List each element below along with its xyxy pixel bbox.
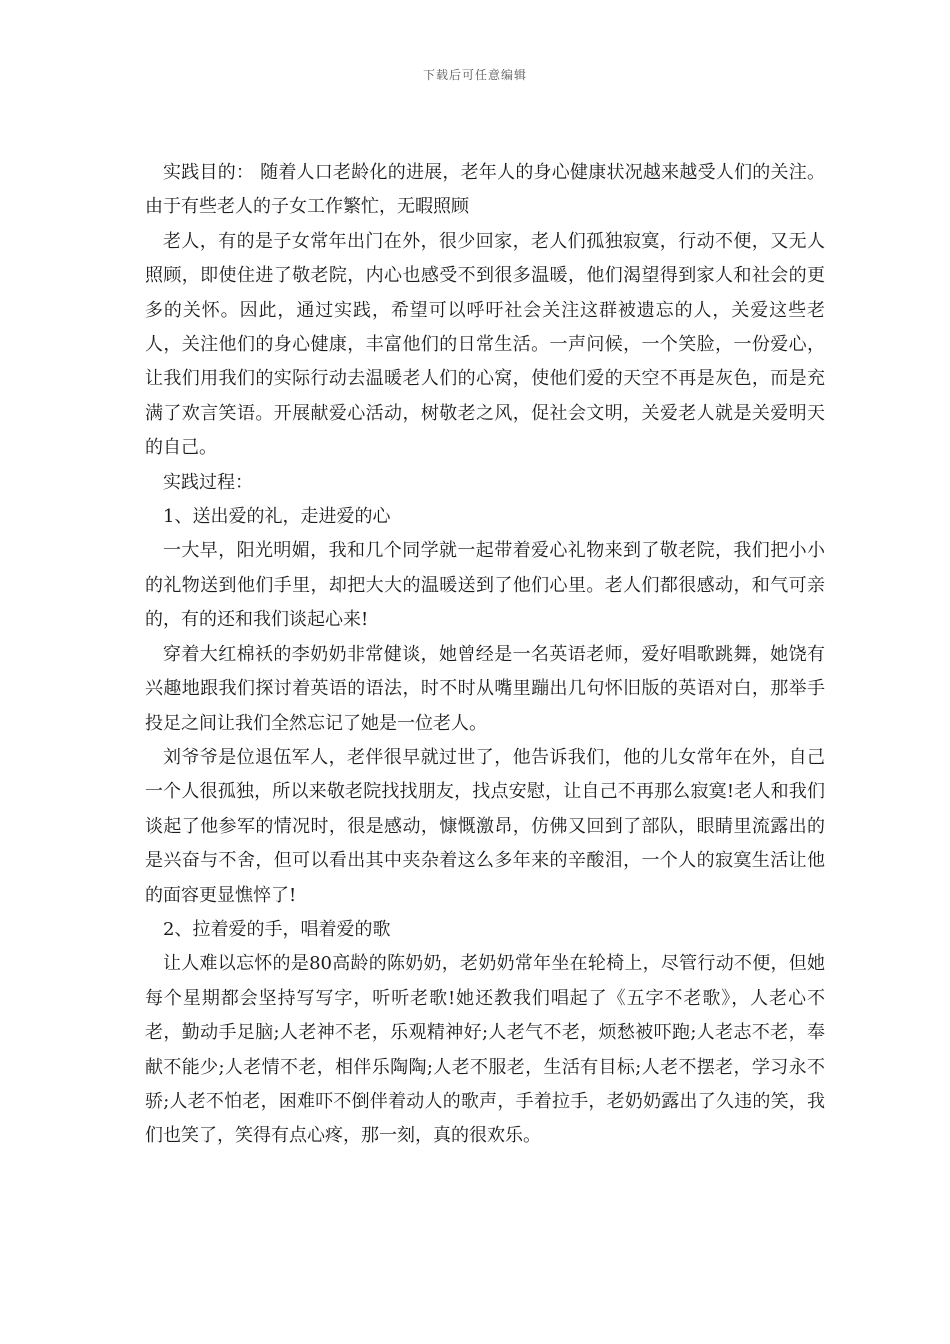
paragraph-purpose: 实践目的： 随着人口老龄化的进展，老年人的身心健康状况越来越受人们的关注。由于有些老人的子女工作繁忙，无暇照顾 bbox=[145, 162, 825, 218]
paragraph-grandma-chen: 让人难以忘怀的是80高龄的陈奶奶，老奶奶常年坐在轮椅上，尽管行动不便，但她每个星期都会坚持写写字，听听老歌!她还教我们唱起了《五字不老歌》，人老心不老，勤动手足脑;人老神不老，乐观精神好;人老气不老，烦愁被吓跑;人老志不老，奉献不能少;人老情不老，相伴乐陶陶;人老不服老，生活有目标;人老不摆老，学习永不骄;人老不怕老，困难吓不倒伴着动人的歌声，手着拉手，老奶奶露出了久违的笑，我们也笑了，笑得有点心疼，那一刻，真的很欢乐。 bbox=[145, 953, 825, 1147]
section-heading-2: 2、拉着爱的手，唱着爱的歌 bbox=[163, 918, 391, 940]
paragraph-grandpa-liu: 刘爷爷是位退伍军人，老伴很早就过世了，他告诉我们，他的儿女常年在外，自己一个人很孤独，所以来敬老院找找朋友，找点安慰，让自己不再那么寂寞!老人和我们谈起了他参军的情况时，很是感动，慷慨激昂，仿佛又回到了部队，眼睛里流露出的是兴奋与不舍，但可以看出其中夹杂着这么多年来的辛酸泪，一个人的寂寞生活让他的面容更显憔悴了! bbox=[145, 746, 825, 906]
section-heading-1: 1、送出爱的礼，走进爱的心 bbox=[163, 506, 391, 528]
page-header: 下载后可任意编辑 bbox=[422, 68, 527, 82]
document-body bbox=[145, 156, 825, 1154]
paragraph-grandma-li: 穿着大红棉袄的李奶奶非常健谈，她曾经是一名英语老师，爱好唱歌跳舞，她饶有兴趣地跟我们探讨着英语的语法，时不时从嘴里蹦出几句怀旧版的英语对白，那举手投足之间让我们全然忘记了她是一位老人。 bbox=[145, 643, 825, 734]
paragraph-process-heading: 实践过程： bbox=[163, 471, 253, 493]
paragraph-elderly: 老人，有的是子女常年出门在外，很少回家，老人们孤独寂寞，行动不便，又无人照顾，即使住进了敬老院，内心也感受不到很多温暖，他们渴望得到家人和社会的更多的关怀。因此，通过实践，希望可以呼吁社会关注这群被遗忘的人，关爱这些老人，关注他们的身心健康，丰富他们的日常生活。一声问候，一个笑脸，一份爱心，让我们用我们的实际行动去温暖老人们的心窝，使他们爱的天空不再是灰色，而是充满了欢言笑语。开展献爱心活动，树敬老之风，促社会文明，关爱老人就是关爱明天的自己。 bbox=[145, 230, 825, 459]
paragraph-morning: 一大早，阳光明媚，我和几个同学就一起带着爱心礼物来到了敬老院，我们把小小的礼物送到他们手里，却把大大的温暖送到了他们心里。老人们都很感动，和气可亲的，有的还和我们谈起心来! bbox=[145, 540, 825, 631]
